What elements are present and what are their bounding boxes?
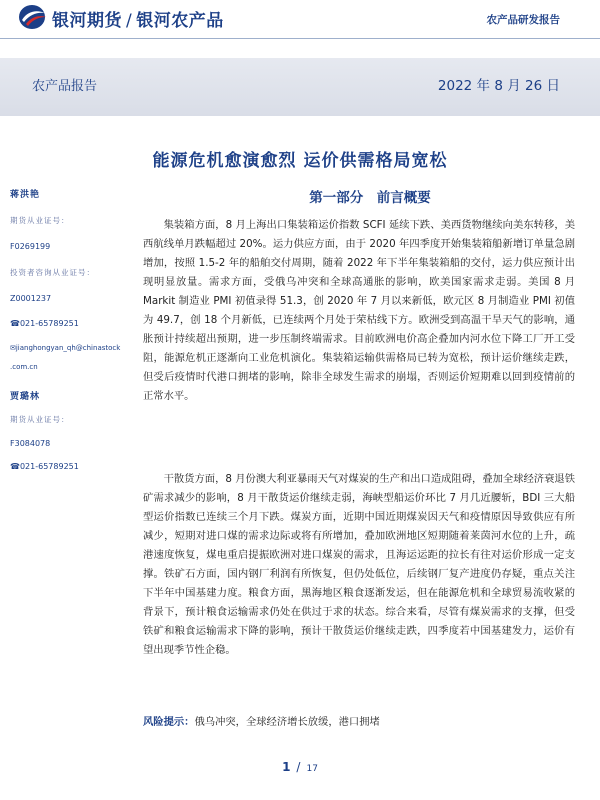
analyst-phone: ☎021-65789251 <box>10 462 79 471</box>
brand-futures: 银河期货 <box>52 11 122 31</box>
analyst-consult-id: Z0001237 <box>10 294 52 303</box>
brand-name <box>52 6 224 31</box>
report-type: 农产品报告 <box>32 79 98 94</box>
current-page: 1 <box>282 760 291 774</box>
total-pages: 17 <box>306 764 318 774</box>
analyst-qual-id: F0269199 <box>10 242 51 251</box>
risk-label: 风险提示： <box>143 716 195 728</box>
analyst-email-domain: .com.cn <box>10 363 38 371</box>
report-date: 2022 年 8 月 26 日 <box>437 78 560 94</box>
page-number <box>0 756 600 775</box>
email-local: ✉jianghongyan_qh@chinastock <box>10 344 121 352</box>
analyst-qual-id: F3084078 <box>10 439 51 448</box>
analyst-sidebar <box>10 185 135 471</box>
page-header <box>0 0 600 38</box>
page-separator: / <box>296 760 301 774</box>
dry-bulk-paragraph: 干散货方面，8 月份澳大利亚暴雨天气对煤炭的生产和出口造成阻碍，叠加全球经济衰退铁矿需求减少的影响，8 月干散货运价继续走弱，海峡型船运价环比 7 月几近腰斩，BDI 三大船型运价指数已连续三个月下跌。煤炭方面，近期中国近期煤炭因天气和疫情原因导致供应有所减少，短期对进口煤的需求边际或将有所增加，叠加欧洲地区短期随着莱茵河水位的上升，疏港速度恢复，煤电重启提振欧洲对进口煤炭的需求，且海运运距的拉长有往对运价形成一定支撑。铁矿石方面，国内钢厂利润有所恢复，但仍处低位，后续钢厂复产进度仍存疑，重点关注下半年中国基建力度。粮食方面，黑海地区粮食逐渐发运，但在能源危机和全球贸易流收紧的背景下，预计粮食运输需求仍处在供过于求的状态。综合来看，尽管有煤炭需求的支撑，但受铁矿和粮食运输需求下降的影响，预计干散货运价继续走跌，四季度若中国基建发力，运价有望出现季节性企稳。 <box>143 473 575 656</box>
analyst-consult-label: 投资者咨询从业证号： <box>10 268 95 277</box>
galaxy-logo-icon <box>18 4 48 30</box>
analyst-qual-label: 期货从业证号： <box>10 415 70 424</box>
analyst-name: 贾璐林 <box>10 392 41 402</box>
analyst-phone: ☎021-65789251 <box>10 319 79 328</box>
document-title: 能源危机愈演愈烈 运价供需格局宽松 <box>152 151 448 171</box>
header-divider <box>0 38 600 39</box>
analyst-name: 蒋洪艳 <box>10 190 41 200</box>
risk-text: 俄乌冲突，全球经济增长放缓，港口拥堵 <box>194 716 380 728</box>
risk-warning <box>143 713 575 728</box>
summary-paragraph-container: 集装箱方面，8 月上海出口集装箱运价指数 SCFI 延续下跌、美西货物继续向美东转移，美西航线单月跌幅超过 20%。运力供应方面，由于 2020 年四季度开始集装箱船新增订单量急剧增加，按照 1.5-2 年的船舶交付周期，随着 2022 年下半年集装箱船的交付，运力供应预计出现明显放量。需求方面，受俄乌冲突和全球高通胀的影响，欧美国家需求走弱。美国 8 月 Markit 制造业 PMI 初值录得 51.3，创 2020 年 7 月以来新低，欧元区 8 月制造业 PMI 初值为 49.7，创 18 个月新低，已连续两个月处于荣枯线下方。欧洲受到高温干旱天气的影响，通胀预计持续超出预期，进一步压制终端需求。目前欧洲电价高企叠加内河水位下降工厂开工受阻，能源危机正逐渐向工业危机演化。集装箱运输供需格局已转为宽松，预计运价继续走跌，但受后疫情时代港口拥堵的影响，除非全球发生需求的崩塌，否则运价短期难以回到疫情前的正常水平。 <box>143 219 575 402</box>
header-report-series: 农产品研发报告 <box>486 14 560 26</box>
brand-agri: 银河农产品 <box>136 11 224 31</box>
section-title: 第一部分 前言概要 <box>309 190 431 206</box>
analyst-email[interactable] <box>10 344 135 352</box>
analyst-qual-label: 期货从业证号： <box>10 216 70 225</box>
brand-separator: / <box>126 11 133 31</box>
